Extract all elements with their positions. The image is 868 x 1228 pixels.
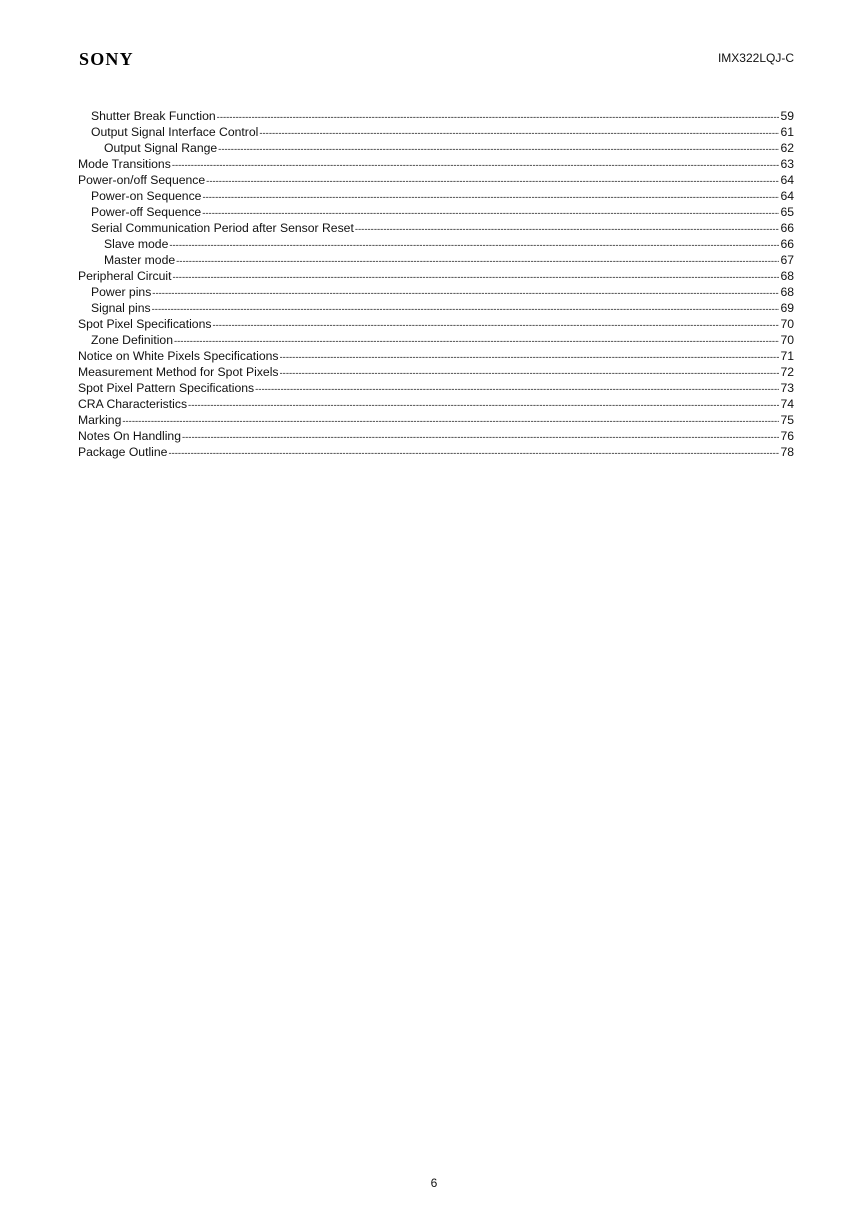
toc-entry-title: Measurement Method for Spot Pixels: [78, 365, 279, 379]
toc-entry[interactable]: [78, 396, 794, 412]
toc-dot-leader: [168, 446, 779, 462]
toc-dot-leader: [152, 286, 779, 302]
toc-entry-page: 66: [780, 221, 794, 235]
toc-entry-title: Slave mode: [104, 237, 169, 251]
toc-entry[interactable]: [78, 300, 794, 316]
toc-dot-leader: [176, 254, 779, 270]
toc-dot-leader: [172, 270, 779, 286]
toc-entry-page: 78: [780, 445, 794, 459]
document-id: IMX322LQJ-C: [717, 51, 794, 65]
toc-entry[interactable]: [78, 364, 794, 380]
toc-entry-title: Output Signal Range: [104, 141, 218, 155]
toc-dot-leader: [122, 414, 779, 430]
toc-entry[interactable]: [78, 252, 794, 268]
toc-entry[interactable]: [78, 380, 794, 396]
toc-dot-leader: [280, 366, 780, 382]
toc-entry-title: Notice on White Pixels Specifications: [78, 349, 279, 363]
toc-dot-leader: [202, 190, 779, 206]
toc-entry-page: 64: [780, 189, 794, 203]
toc-entry[interactable]: [78, 236, 794, 252]
toc-entry-title: Power pins: [91, 285, 152, 299]
toc-dot-leader: [280, 350, 780, 366]
toc-entry-title: Mode Transitions: [78, 157, 171, 171]
toc-entry[interactable]: [78, 444, 794, 460]
toc-entry[interactable]: [78, 124, 794, 140]
page-number: 6: [430, 1176, 438, 1190]
toc-entry-page: 74: [780, 397, 794, 411]
toc-entry-page: 73: [780, 381, 794, 395]
toc-entry-page: 59: [780, 109, 794, 123]
table-of-contents: [78, 108, 794, 460]
toc-entry-title: Spot Pixel Specifications: [78, 317, 212, 331]
toc-entry-title: Power-off Sequence: [91, 205, 202, 219]
toc-entry-title: Notes On Handling: [78, 429, 181, 443]
toc-entry[interactable]: [78, 412, 794, 428]
toc-entry-title: Zone Definition: [91, 333, 173, 347]
toc-entry[interactable]: [78, 428, 794, 444]
toc-entry[interactable]: [78, 204, 794, 220]
toc-entry-title: Package Outline: [78, 445, 168, 459]
toc-dot-leader: [206, 174, 779, 190]
toc-entry-title: Shutter Break Function: [91, 109, 216, 123]
toc-entry[interactable]: [78, 348, 794, 364]
toc-dot-leader: [169, 238, 779, 254]
toc-entry[interactable]: [78, 172, 794, 188]
toc-entry-page: 70: [780, 333, 794, 347]
toc-entry-page: 75: [780, 413, 794, 427]
toc-dot-leader: [355, 222, 780, 238]
toc-entry[interactable]: [78, 332, 794, 348]
toc-dot-leader: [259, 126, 779, 142]
toc-entry-title: CRA Characteristics: [78, 397, 188, 411]
toc-entry-page: 61: [780, 125, 794, 139]
toc-entry-title: Master mode: [104, 253, 176, 267]
sony-logo: SONY: [79, 49, 134, 69]
toc-dot-leader: [188, 398, 779, 414]
toc-entry[interactable]: [78, 284, 794, 300]
toc-entry-title: Peripheral Circuit: [78, 269, 172, 283]
toc-entry-page: 71: [780, 349, 794, 363]
toc-entry-title: Signal pins: [91, 301, 151, 315]
toc-dot-leader: [152, 302, 780, 318]
toc-entry-title: Power-on Sequence: [91, 189, 202, 203]
toc-entry[interactable]: [78, 220, 794, 236]
toc-entry[interactable]: [78, 140, 794, 156]
toc-entry-title: Serial Communication Period after Sensor Reset: [91, 221, 354, 235]
toc-entry-page: 68: [780, 285, 794, 299]
toc-dot-leader: [172, 158, 780, 174]
toc-dot-leader: [217, 110, 780, 126]
toc-entry-page: 63: [780, 157, 794, 171]
toc-dot-leader: [212, 318, 779, 334]
toc-entry[interactable]: [78, 268, 794, 284]
toc-entry-title: Marking: [78, 413, 122, 427]
toc-entry-title: Spot Pixel Pattern Specifications: [78, 381, 255, 395]
toc-entry-page: 69: [780, 301, 794, 315]
toc-entry-title: Power-on/off Sequence: [78, 173, 206, 187]
toc-dot-leader: [182, 430, 779, 446]
toc-entry-page: 68: [780, 269, 794, 283]
toc-entry-page: 62: [780, 141, 794, 155]
toc-entry-page: 72: [780, 365, 794, 379]
toc-dot-leader: [218, 142, 779, 158]
toc-entry-page: 65: [780, 205, 794, 219]
toc-entry[interactable]: [78, 108, 794, 124]
toc-entry-page: 70: [780, 317, 794, 331]
toc-entry-page: 67: [780, 253, 794, 267]
toc-entry[interactable]: [78, 156, 794, 172]
toc-dot-leader: [255, 382, 779, 398]
toc-entry-page: 66: [780, 237, 794, 251]
toc-entry-page: 64: [780, 173, 794, 187]
toc-entry[interactable]: [78, 316, 794, 332]
toc-entry[interactable]: [78, 188, 794, 204]
toc-entry-page: 76: [780, 429, 794, 443]
toc-entry-title: Output Signal Interface Control: [91, 125, 259, 139]
